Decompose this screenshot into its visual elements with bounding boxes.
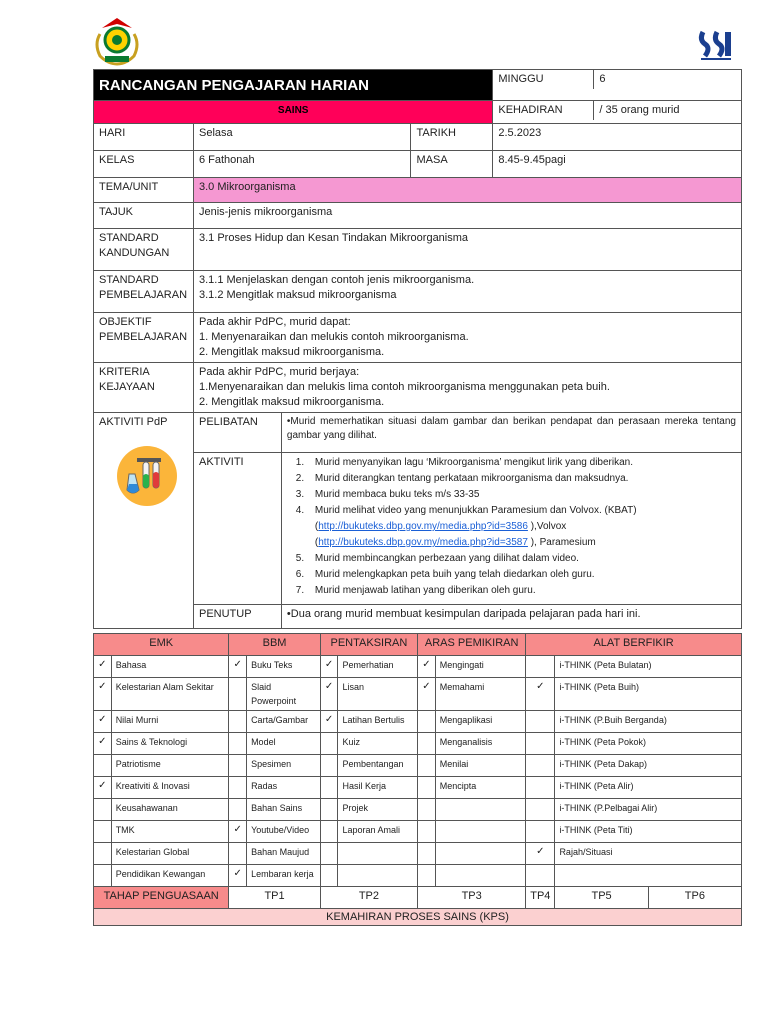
aras-item [435, 821, 525, 843]
kelas-value: 6 Fathonah [193, 151, 411, 178]
alat-item: i-THINK (P.Buih Berganda) [555, 711, 742, 733]
tp5: TP5 [555, 887, 648, 908]
emk-item: Kelestarian Alam Sekitar [111, 678, 229, 711]
aktiviti-label: AKTIVITI PdP [99, 416, 168, 428]
tarikh-label: TARIKH [411, 124, 493, 151]
emk-item: Nilai Murni [111, 711, 229, 733]
aras-checkbox[interactable] [418, 777, 436, 799]
step-3: 3. Murid membaca buku teks m/s 33-35 [307, 487, 736, 503]
alat-checkbox[interactable] [526, 865, 555, 887]
step-4: 4. Murid melihat video yang menunjukkan Paramesium dan Volvox. (KBAT) (http://bukuteks.dbp.gov.my/media.php?id=3586 ),Volvox (http://bukuteks.dbp.gov.my/media.php?id=3587 ), Paramesium [307, 503, 736, 551]
step-5: 5. Murid membincangkan perbezaan yang dilihat dalam video. [307, 551, 736, 567]
hari-label: HARI [94, 124, 194, 151]
bbm-item: Bahan Sains [247, 799, 321, 821]
pelibatan-text: •Murid memerhatikan situasi dalam gambar dan berikan pendapat dan perasaan mereka tentang gambar yang dilihat. [281, 413, 741, 453]
checklist-row [94, 799, 742, 821]
pen-item: Latihan Bertulis [338, 711, 418, 733]
pen-item [338, 865, 418, 887]
checklist-row [94, 755, 742, 777]
pen-checkbox[interactable] [320, 799, 338, 821]
hari-value: Selasa [193, 124, 411, 151]
checklist-row [94, 843, 742, 865]
assessment-table [93, 633, 742, 926]
pen-checkbox[interactable] [320, 821, 338, 843]
alat-checkbox[interactable] [526, 799, 555, 821]
emk-item: Kreativiti & Inovasi [111, 777, 229, 799]
sp-value: 3.1.1 Menjelaskan dengan contoh jenis mikroorganisma. 3.1.2 Mengitlak maksud mikroorganisma [193, 271, 741, 313]
aktiviti-label-cell [94, 413, 194, 629]
video-link-1[interactable]: http://bukuteks.dbp.gov.my/media.php?id=3586 [318, 521, 528, 532]
alat-item: Rajah/Situasi [555, 843, 742, 865]
obj-value: Pada akhir PdPC, murid dapat: 1. Menyenaraikan dan melukis contoh mikroorganisma. 2. Mengitlak maksud mikroorganisma. [193, 313, 741, 363]
emk-item: Bahasa [111, 656, 229, 678]
masa-value: 8.45-9.45pagi [493, 151, 742, 178]
emk-checkbox[interactable] [94, 843, 112, 865]
bbm-checkbox[interactable] [229, 777, 247, 799]
step-6: 6. Murid melengkapkan peta buih yang telah diedarkan oleh guru. [307, 567, 736, 583]
emk-checkbox[interactable] [94, 821, 112, 843]
emk-checkbox[interactable]: ✓ [94, 656, 112, 678]
tema-label: TEMA/UNIT [94, 178, 194, 203]
bbm-item: Slaid Powerpoint [247, 678, 321, 711]
pen-item: Pembentangan [338, 755, 418, 777]
alat-checkbox[interactable] [526, 821, 555, 843]
emk-checkbox[interactable]: ✓ [94, 711, 112, 733]
header-pentaksiran: PENTAKSIRAN [320, 634, 417, 656]
checklist-row [94, 656, 742, 678]
alat-item: i-THINK (Peta Dakap) [555, 755, 742, 777]
aktiviti-steps [281, 453, 741, 605]
alat-checkbox[interactable] [526, 711, 555, 733]
emk-item: TMK [111, 821, 229, 843]
alat-checkbox[interactable] [526, 733, 555, 755]
alat-checkbox[interactable] [526, 656, 555, 678]
kps-label: KEMAHIRAN PROSES SAINS (KPS) [94, 909, 742, 926]
checklist-row [94, 711, 742, 733]
aras-item [435, 799, 525, 821]
emk-item: Kelestarian Global [111, 843, 229, 865]
alat-checkbox[interactable]: ✓ [526, 843, 555, 865]
header-alat-berfikir: ALAT BERFIKIR [526, 634, 742, 656]
plan-title: RANCANGAN PENGAJARAN HARIAN [94, 70, 493, 101]
sk-value: 3.1 Proses Hidup dan Kesan Tindakan Mikroorganisma [193, 229, 741, 271]
bbm-item: Buku Teks [247, 656, 321, 678]
header-emk: EMK [94, 634, 229, 656]
pen-checkbox[interactable] [320, 865, 338, 887]
aras-item [435, 843, 525, 865]
aras-item: Menganalisis [435, 733, 525, 755]
alat-item: i-THINK (Peta Pokok) [555, 733, 742, 755]
tp4: TP4 [526, 887, 555, 909]
bbm-item: Model [247, 733, 321, 755]
alat-item: i-THINK (Peta Bulatan) [555, 656, 742, 678]
tarikh-value: 2.5.2023 [493, 124, 742, 151]
emk-checkbox[interactable]: ✓ [94, 678, 112, 711]
pen-checkbox[interactable]: ✓ [320, 656, 338, 678]
pen-checkbox[interactable] [320, 777, 338, 799]
kk-label: KRITERIA KEJAYAAN [94, 363, 194, 413]
aras-checkbox[interactable] [418, 843, 436, 865]
tp6: TP6 [648, 887, 741, 908]
kk-value: Pada akhir PdPC, murid berjaya: 1.Menyenaraikan dan melukis lima contoh mikroorganisma menggunakan peta buih. 2. Mengitlak maksud mikroorganisma. [193, 363, 741, 413]
alat-checkbox[interactable]: ✓ [526, 678, 555, 711]
bbm-checkbox[interactable] [229, 755, 247, 777]
bbm-item: Youtube/Video [247, 821, 321, 843]
bbm-checkbox[interactable] [229, 733, 247, 755]
pen-item: Pemerhatian [338, 656, 418, 678]
bbm-checkbox[interactable] [229, 799, 247, 821]
step-7: 7. Murid menjawab latihan yang diberikan oleh guru. [307, 583, 736, 599]
emk-item: Pendidikan Kewangan [111, 865, 229, 887]
ministry-logo [697, 26, 735, 62]
pelibatan-label: PELIBATAN [193, 413, 281, 453]
bbm-checkbox[interactable]: ✓ [229, 865, 247, 887]
pen-item: Projek [338, 799, 418, 821]
aras-checkbox[interactable]: ✓ [418, 656, 436, 678]
emk-checkbox[interactable] [94, 755, 112, 777]
minggu-label: MINGGU [498, 73, 544, 85]
aras-item: Menilai [435, 755, 525, 777]
tajuk-value: Jenis-jenis mikroorganisma [193, 203, 741, 229]
pen-item [338, 843, 418, 865]
subject-banner: SAINS [94, 101, 493, 124]
pen-checkbox[interactable]: ✓ [320, 678, 338, 711]
aras-item: Mengingati [435, 656, 525, 678]
checklist-row [94, 777, 742, 799]
header-bbm: BBM [229, 634, 320, 656]
alat-item: i-THINK (P.Pelbagai Alir) [555, 799, 742, 821]
pen-item: Laporan Amali [338, 821, 418, 843]
tp2: TP2 [320, 887, 417, 909]
masa-label: MASA [411, 151, 493, 178]
emk-item: Patriotisme [111, 755, 229, 777]
sp-label: STANDARD PEMBELAJARAN [94, 271, 194, 313]
emk-checkbox[interactable] [94, 799, 112, 821]
pen-checkbox[interactable] [320, 843, 338, 865]
bbm-item: Radas [247, 777, 321, 799]
aras-item: Mencipta [435, 777, 525, 799]
checklist-row [94, 821, 742, 843]
step-2: 2. Murid diterangkan tentang perkataan mikroorganisma dan maksudnya. [307, 471, 736, 487]
video-link-2[interactable]: http://bukuteks.dbp.gov.my/media.php?id=3587 [318, 537, 528, 548]
minggu-value: 6 [594, 70, 741, 89]
penutup-label: PENUTUP [193, 605, 281, 629]
sk-label: STANDARD KANDUNGAN [94, 229, 194, 271]
alat-checkbox[interactable] [526, 755, 555, 777]
aras-item: Mengaplikasi [435, 711, 525, 733]
header-aras-pemikiran: ARAS PEMIKIRAN [418, 634, 526, 656]
tp3: TP3 [418, 887, 526, 909]
emk-item: Sains & Teknologi [111, 733, 229, 755]
bbm-item: Bahan Maujud [247, 843, 321, 865]
checklist-row [94, 733, 742, 755]
tahap-label: TAHAP PENGUASAAN [94, 887, 229, 909]
aras-checkbox[interactable] [418, 799, 436, 821]
bbm-checkbox[interactable]: ✓ [229, 656, 247, 678]
alat-item: i-THINK (Peta Alir) [555, 777, 742, 799]
emk-checkbox[interactable]: ✓ [94, 733, 112, 755]
school-crest-logo [92, 14, 142, 66]
bbm-checkbox[interactable]: ✓ [229, 821, 247, 843]
checklist-row [94, 678, 742, 711]
aktiviti-step-label: AKTIVITI [193, 453, 281, 605]
kelas-label: KELAS [94, 151, 194, 178]
aras-checkbox[interactable] [418, 755, 436, 777]
pen-checkbox[interactable] [320, 755, 338, 777]
pen-item: Hasil Kerja [338, 777, 418, 799]
emk-item: Keusahawanan [111, 799, 229, 821]
alat-checkbox[interactable] [526, 777, 555, 799]
pen-item: Kuiz [338, 733, 418, 755]
pen-checkbox[interactable] [320, 733, 338, 755]
tp5-6 [555, 887, 742, 909]
checklist-row [94, 865, 742, 887]
tp1: TP1 [229, 887, 320, 909]
bbm-checkbox[interactable] [229, 711, 247, 733]
aras-checkbox[interactable]: ✓ [418, 678, 436, 711]
bbm-checkbox[interactable] [229, 843, 247, 865]
pen-checkbox[interactable]: ✓ [320, 711, 338, 733]
step-1: 1. Murid menyanyikan lagu ‘Mikroorganisma’ mengikut lirik yang diberikan. [307, 455, 736, 471]
aras-checkbox[interactable] [418, 821, 436, 843]
bbm-item: Lembaran kerja [247, 865, 321, 887]
lesson-plan-table [93, 69, 742, 629]
emk-checkbox[interactable] [94, 865, 112, 887]
aras-checkbox[interactable] [418, 733, 436, 755]
aras-checkbox[interactable] [418, 865, 436, 887]
bbm-item: Carta/Gambar [247, 711, 321, 733]
kehadiran-value: / 35 orang murid [594, 101, 741, 120]
bbm-checkbox[interactable] [229, 678, 247, 711]
kehadiran-label: KEHADIRAN [498, 104, 563, 116]
tema-value: 3.0 Mikroorganisma [193, 178, 741, 203]
alat-item: i-THINK (Peta Buih) [555, 678, 742, 711]
alat-item [555, 865, 742, 887]
bbm-item: Spesimen [247, 755, 321, 777]
penutup-text: •Dua orang murid membuat kesimpulan daripada pelajaran pada hari ini. [281, 605, 741, 629]
aras-item: Memahami [435, 678, 525, 711]
tajuk-label: TAJUK [94, 203, 194, 229]
alat-item: i-THINK (Peta Titi) [555, 821, 742, 843]
obj-label: OBJEKTIF PEMBELAJARAN [94, 313, 194, 363]
test-tubes-icon [115, 444, 179, 508]
aras-checkbox[interactable] [418, 711, 436, 733]
pen-item: Lisan [338, 678, 418, 711]
emk-checkbox[interactable]: ✓ [94, 777, 112, 799]
aras-item [435, 865, 525, 887]
